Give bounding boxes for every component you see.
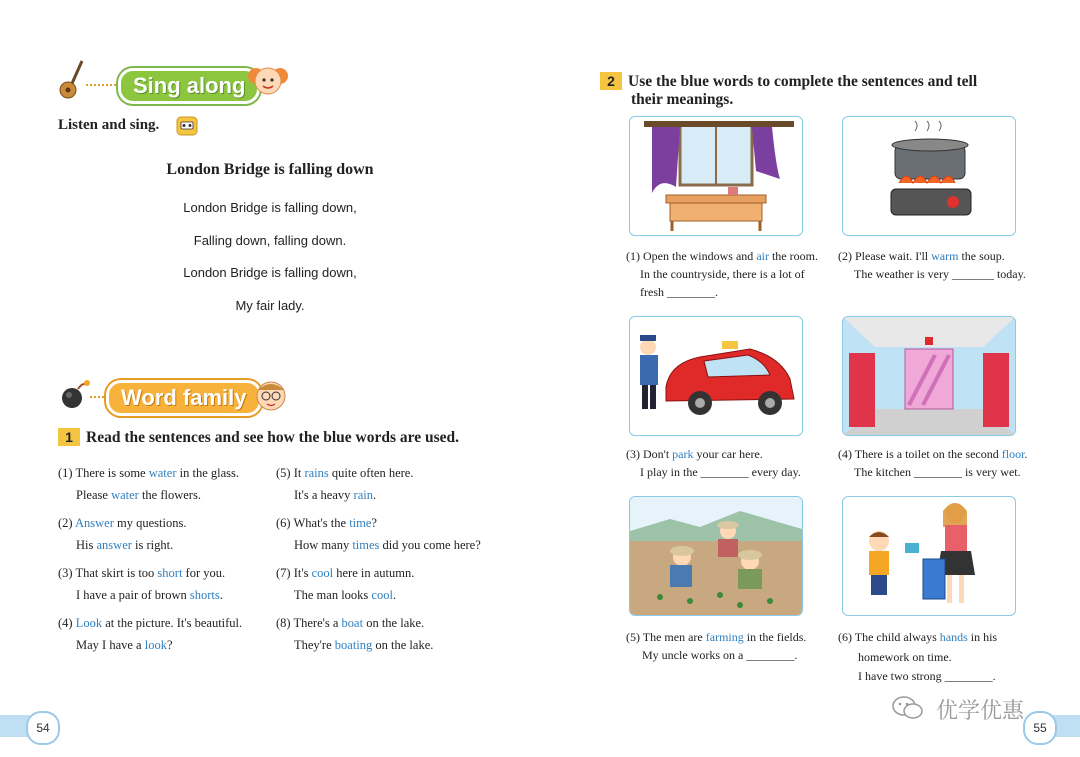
picture-hands [842, 496, 1016, 616]
sentence-pair: (4) Look at the picture. It's beautiful. May I have a look? [58, 616, 243, 652]
girl-face-icon [246, 62, 290, 100]
caption-4: (4) There is a toilet on the second floor. The kitchen ________ is very wet. [838, 447, 1028, 479]
blue-word: water [111, 488, 139, 502]
picture-car-park [629, 316, 803, 436]
song-line: My fair lady. [235, 298, 305, 313]
audio-player-icon[interactable] [176, 116, 198, 136]
blue-word: hands [939, 630, 968, 644]
sing-along-banner: Sing along [118, 68, 260, 104]
blue-word: Look [75, 616, 103, 630]
sentence-pair: (7) It's cool here in autumn. The man looks cool. [276, 566, 415, 602]
blue-word: shorts [189, 588, 220, 602]
exercise-1-heading [58, 428, 459, 447]
exercise-2-text-line2: their meanings. [631, 91, 734, 108]
blue-word: look [144, 638, 167, 652]
sentences-right-column [276, 466, 506, 666]
blue-word: farming [705, 630, 744, 644]
blue-word: short [157, 566, 183, 580]
blue-word: cool [311, 566, 334, 580]
exercise-2-number: 2 [600, 72, 622, 90]
picture-hallway-floor [842, 316, 1016, 436]
song-line: London Bridge is falling down, [183, 265, 357, 280]
blue-word: boating [334, 638, 373, 652]
blue-word: warm [931, 249, 959, 263]
blue-word: rain [353, 488, 373, 502]
picture-soup-pot [842, 116, 1016, 236]
boy-face-icon [250, 378, 292, 414]
wechat-icon [892, 695, 924, 721]
sentences-left-column [58, 466, 273, 666]
blue-word: times [352, 538, 380, 552]
exercise-1-number: 1 [58, 428, 80, 446]
sentence-pair: (1) There is some water in the glass. Please water the flowers. [58, 466, 239, 502]
caption-6: (6) The child always hands in his homework on time. I have two strong ________. [838, 630, 998, 683]
song-title: London Bridge is falling down [166, 161, 374, 178]
blue-word: rains [304, 466, 329, 480]
blue-word: air [756, 249, 769, 263]
page-number-left: 54 [26, 711, 60, 745]
page-number-right: 55 [1023, 711, 1057, 745]
sentence-pair: (2) Answer my questions. His answer is right. [58, 516, 187, 552]
exercise-2-text-line1: Use the blue words to complete the sentences and tell [628, 73, 978, 90]
blue-word: Answer [75, 516, 114, 530]
caption-5: (5) The men are farming in the fields. My uncle works on a ________. [626, 630, 807, 662]
song-line: Falling down, falling down. [193, 233, 347, 248]
exercise-1-text: Read the sentences and see how the blue words are used. [86, 429, 460, 446]
blue-word: time [349, 516, 372, 530]
blue-word: park [672, 447, 694, 461]
sentence-pair: (8) There's a boat on the lake. They're boating on the lake. [276, 616, 434, 652]
guitar-icon [58, 58, 88, 100]
sentence-pair: (3) That skirt is too short for you. I have a pair of brown shorts. [58, 566, 226, 602]
caption-3: (3) Don't park your car here. I play in the ________ every day. [626, 447, 801, 479]
blue-word: answer [96, 538, 132, 552]
song-line: London Bridge is falling down, [183, 200, 357, 215]
picture-farming [629, 496, 803, 616]
sentence-pair: (6) What's the time? How many times did you come here? [276, 516, 481, 552]
blue-word: floor [1001, 447, 1025, 461]
blue-word: water [148, 466, 177, 480]
blue-word: boat [341, 616, 364, 630]
bomb-icon [58, 378, 92, 412]
caption-1: (1) Open the windows and air the room. In the countryside, there is a lot of fresh ________. [626, 249, 818, 299]
exercise-2-heading [600, 72, 1040, 109]
blue-word: cool [371, 588, 393, 602]
caption-2: (2) Please wait. I'll warm the soup. The weather is very _______ today. [838, 249, 1026, 281]
banner-dotted-line [86, 84, 120, 86]
picture-window-room [629, 116, 803, 236]
sentence-pair: (5) It rains quite often here. It's a heavy rain. [276, 466, 414, 502]
watermark-text: 优学优惠 [936, 699, 1025, 724]
listen-and-sing-label: Listen and sing. [58, 117, 160, 133]
word-family-banner: Word family [106, 380, 262, 416]
